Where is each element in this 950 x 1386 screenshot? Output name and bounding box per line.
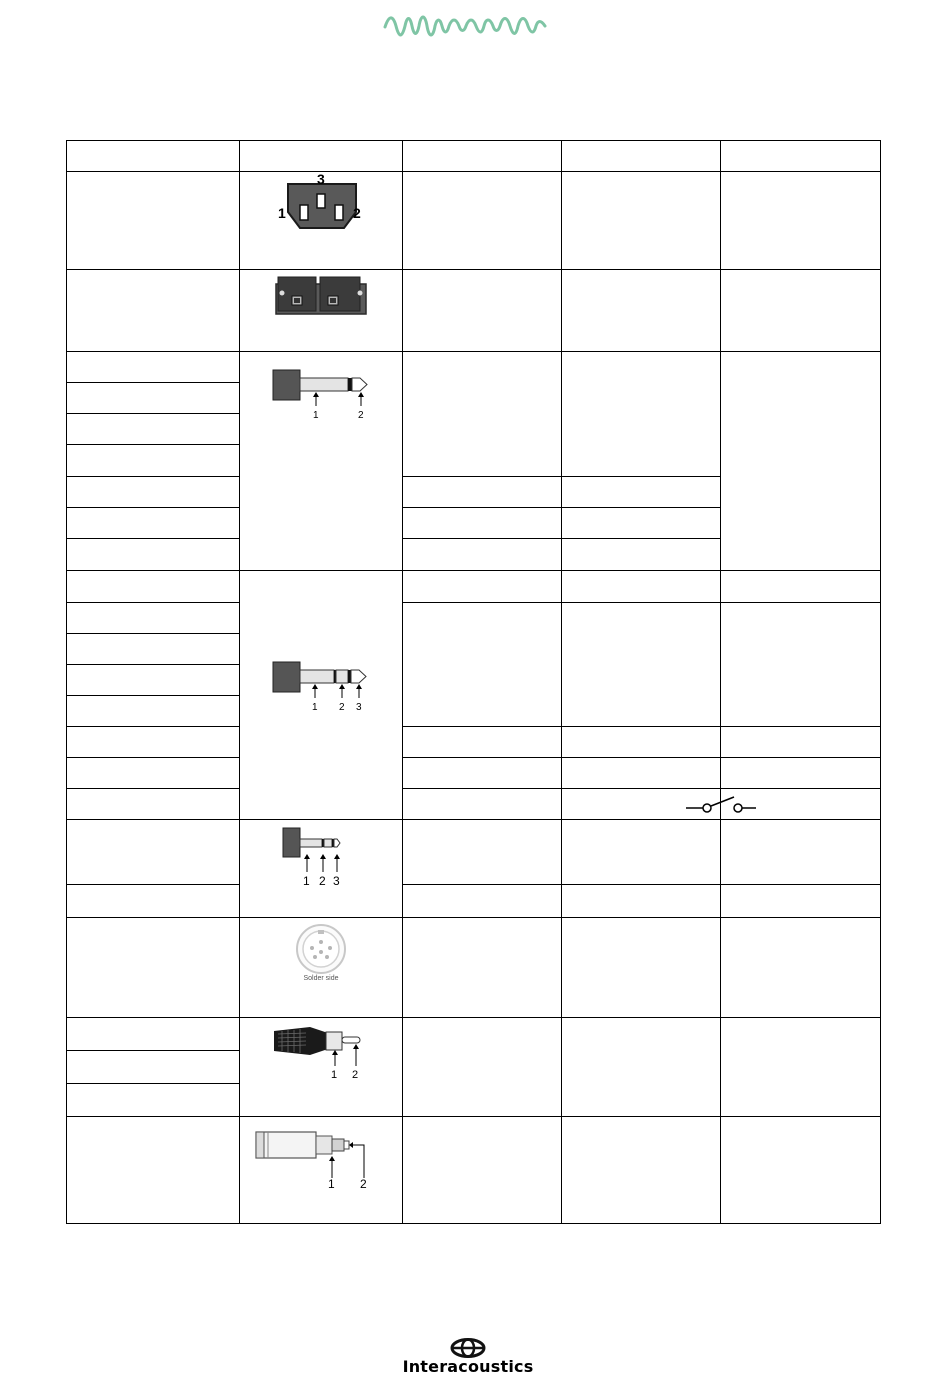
table-row-line xyxy=(66,538,239,539)
table-row-line xyxy=(66,1116,881,1117)
dc-plug-icon xyxy=(254,1126,374,1192)
mini-jack-icon xyxy=(282,826,346,888)
table-row-line xyxy=(66,171,881,172)
table-row-line xyxy=(66,570,881,571)
table-row-line xyxy=(66,351,881,352)
table-row-line xyxy=(66,633,239,634)
table-row-line xyxy=(66,917,881,918)
pin-label: 1 xyxy=(278,205,286,221)
table-border-left xyxy=(66,140,67,1224)
footer-brand xyxy=(388,1338,548,1378)
table-row-line xyxy=(66,695,239,696)
table-col-line-2 xyxy=(402,140,403,1224)
din-solder-side-label: Solder side xyxy=(303,975,339,982)
brand-name: Interacoustics xyxy=(402,1357,534,1376)
mains-socket-icon xyxy=(276,172,368,234)
rca-plug-icon xyxy=(272,1024,368,1082)
table-row-line xyxy=(66,726,239,727)
pin-label: 2 xyxy=(339,702,345,713)
table-border-bottom xyxy=(66,1223,881,1224)
pin-label: 3 xyxy=(356,702,362,713)
table-row-line xyxy=(402,726,881,727)
pin-label: 1 xyxy=(328,1177,335,1191)
table-row-line xyxy=(402,507,720,508)
pin-label: 1 xyxy=(303,874,310,888)
table-row-line xyxy=(402,788,881,789)
table-row-line xyxy=(66,819,881,820)
table-border-top xyxy=(66,140,881,141)
pin-label: 2 xyxy=(360,1177,367,1191)
pin-label: 2 xyxy=(353,205,361,221)
pin-label: 2 xyxy=(319,874,326,888)
pin-label: 2 xyxy=(358,410,364,421)
table-row-line xyxy=(402,602,881,603)
table-row-line xyxy=(402,884,881,885)
pin-label: 3 xyxy=(317,171,325,187)
pin-label: 1 xyxy=(313,410,319,421)
mono-jack-icon xyxy=(272,368,372,424)
stereo-jack-icon xyxy=(272,660,372,716)
globe-logo-icon xyxy=(450,1338,486,1358)
speaker-terminal-icon xyxy=(272,272,370,322)
table-row-line xyxy=(66,476,239,477)
table-row-line xyxy=(66,382,239,383)
table-col-line-4 xyxy=(720,140,721,1224)
table-row-line xyxy=(66,1083,239,1084)
pin-label: 1 xyxy=(312,702,318,713)
table-row-line xyxy=(402,538,720,539)
table-col-line-1 xyxy=(239,140,240,1224)
table-row-line xyxy=(66,507,239,508)
table-row-line xyxy=(66,602,239,603)
table-row-line xyxy=(66,884,239,885)
table-row-line xyxy=(402,476,720,477)
table-row-line xyxy=(66,269,881,270)
table-border-right xyxy=(880,140,881,1224)
table-row-line xyxy=(66,1017,881,1018)
table-row-line xyxy=(66,444,239,445)
pin-label: 3 xyxy=(333,874,340,888)
table-row-line xyxy=(66,757,239,758)
table-col-line-3 xyxy=(561,140,562,1224)
table-row-line xyxy=(66,413,239,414)
table-row-line xyxy=(66,788,239,789)
table-row-line xyxy=(402,757,881,758)
pin-label: 2 xyxy=(352,1069,359,1081)
wave-logo-icon xyxy=(383,10,548,42)
din-socket-icon xyxy=(290,920,354,988)
table-row-line xyxy=(66,1050,239,1051)
table-row-line xyxy=(66,664,239,665)
pin-label: 1 xyxy=(331,1069,338,1081)
switch-symbol-icon xyxy=(684,794,758,816)
